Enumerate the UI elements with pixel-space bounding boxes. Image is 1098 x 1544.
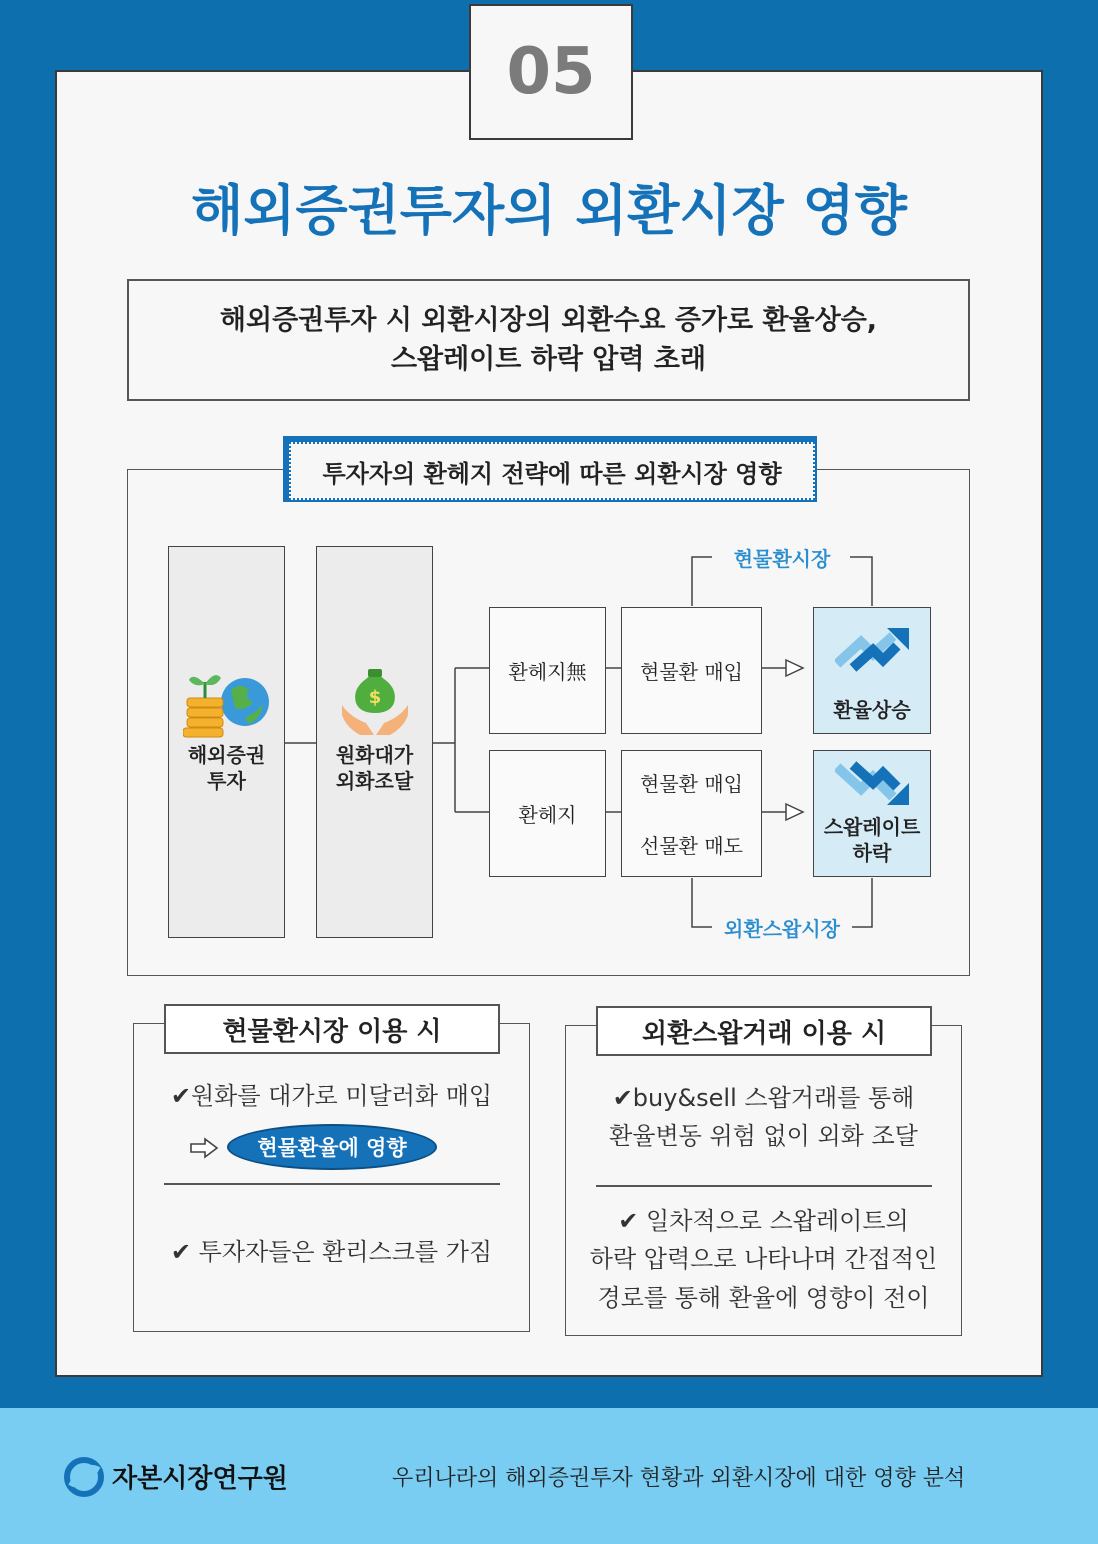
page-title: 해외증권투자의 외환시장 영향	[191, 179, 907, 242]
col1-line-2: 투자	[207, 769, 246, 793]
swap-panel-item-2	[565, 1202, 962, 1317]
down-arrow-icon	[835, 761, 911, 811]
swap-spot-buy: 현물환 매입	[640, 771, 743, 796]
section-number: 05	[469, 4, 633, 140]
col2-line-2: 외화조달	[335, 769, 414, 793]
diagram-subtitle-text: 투자자의 환헤지 전략에 따른 외환시장 영향	[289, 442, 815, 500]
swap-item-2-line-2: 하락 압력으로 나타나며 간접적인	[589, 1245, 938, 1274]
spot-market-panel-header: 현물환시장 이용 시	[164, 1004, 500, 1054]
swap-forward-sell: 선물환 매도	[640, 833, 743, 858]
spot-buy-box: 현물환 매입	[621, 607, 762, 734]
col2-line-1: 원화대가	[335, 743, 414, 767]
summary-line-2: 스왑레이트 하락 압력 초래	[390, 344, 707, 375]
swap-market-label: 외환스왑시장	[712, 913, 852, 942]
result-rate-up-label: 환율상승	[833, 698, 911, 722]
report-title: 우리나라의 해외증권투자 현황과 외환시장에 대한 영향 분석	[392, 1466, 966, 1491]
spot-panel-item-2: ✔ 투자자들은 환리스크를 가짐	[170, 1238, 493, 1266]
hedge-box: 환헤지	[489, 750, 606, 877]
org-name: 자본시장연구원	[112, 1464, 288, 1494]
result-swap-down-line-2: 하락	[852, 841, 892, 865]
swap-item-2-line-3: 경로를 통해 환율에 영향이 전이	[597, 1283, 930, 1312]
up-arrow-icon	[835, 624, 911, 674]
swap-market-panel-header: 외환스왑거래 이용 시	[596, 1006, 932, 1056]
summary-line-1: 해외증권투자 시 외환시장의 외환수요 증가로 환율상승,	[219, 304, 878, 336]
spot-rate-impact-pill: 현물환율에 영향	[227, 1124, 437, 1170]
swap-box	[621, 750, 762, 877]
col1-line-1: 해외증권	[187, 743, 266, 767]
no-hedge-box: 환헤지無	[489, 607, 606, 734]
spot-panel-item-1: ✔원화를 대가로 미달러화 매입	[170, 1082, 493, 1110]
spot-market-label: 현물환시장	[720, 543, 844, 572]
plant-coins-globe-icon	[183, 668, 273, 738]
swap-panel-divider	[596, 1185, 932, 1187]
money-bag-hands-icon	[340, 665, 410, 737]
spot-market-panel	[133, 1023, 530, 1332]
svg-text:$: $	[368, 687, 382, 708]
swap-panel-item-1	[565, 1079, 962, 1156]
swap-item-1-line-2: 환율변동 위험 없이 외화 조달	[609, 1122, 918, 1151]
swap-item-1-line-1: ✔buy&sell 스왑거래를 통해	[612, 1084, 915, 1112]
logo-icon	[63, 1456, 105, 1498]
hollow-arrow-icon	[786, 660, 803, 820]
column-fx-funding-label	[316, 742, 433, 794]
result-swap-down-line-1: 스왑레이트	[823, 815, 921, 839]
swap-item-2-line-1: ✔ 일차적으로 스왑레이트의	[618, 1207, 909, 1235]
column-overseas-investment-label	[168, 742, 285, 794]
spot-panel-divider	[164, 1183, 500, 1185]
hollow-arrow-icon	[189, 1137, 219, 1159]
